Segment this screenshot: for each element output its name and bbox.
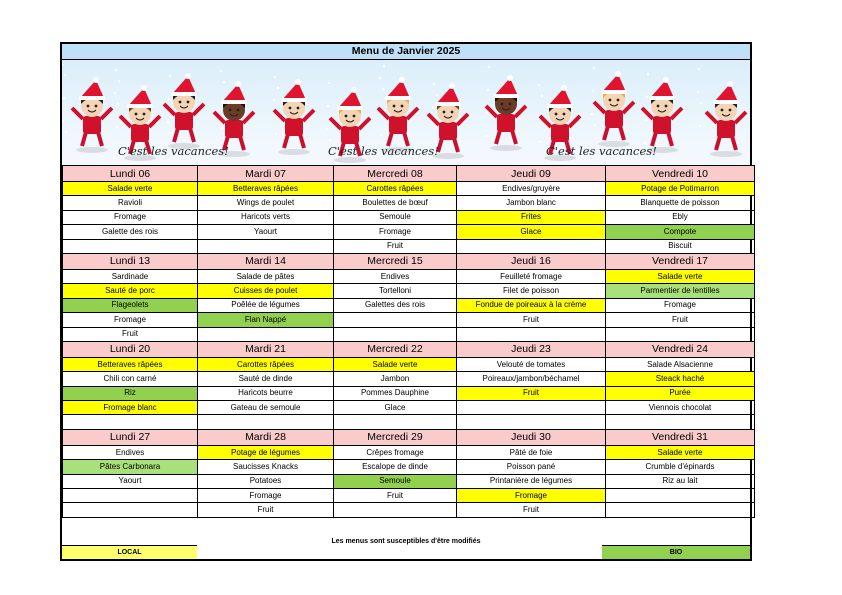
menu-item: Potage de Potimarron [606,182,755,196]
page-title: Menu de Janvier 2025 [62,44,750,60]
snowflake [592,90,595,93]
menu-item: Endives [334,269,457,283]
slogan-2: C'est les vacances! [328,144,439,158]
menu-item: Salade verte [606,269,755,283]
snowflake [382,88,385,91]
snowflake [485,135,488,138]
snowflake [220,70,223,73]
menu-item [63,239,198,253]
day-header: Jeudi 16 [457,253,606,269]
menu-item [198,415,334,429]
menu-item [457,327,606,341]
day-header: Mercredi 08 [334,166,457,182]
menu-item: Fromage [198,489,334,503]
menu-item: Jambon [334,372,457,386]
day-header: Mardi 28 [198,429,334,445]
menu-item: Escalope de dinde [334,460,457,474]
legend-local: LOCAL [62,545,197,559]
menu-item [457,415,606,429]
snowflake [115,69,118,72]
menu-item: Sardinade [63,269,198,283]
day-header: Lundi 20 [63,341,198,357]
kid-figure [274,79,314,155]
snowflake [277,87,280,90]
snowflake [433,83,436,86]
snowflake [539,141,542,144]
day-header: Lundi 27 [63,429,198,445]
snowflake [645,119,648,122]
snowflake [116,126,119,129]
menu-item: Gateau de semoule [198,401,334,415]
day-header: Vendredi 31 [606,429,755,445]
snowflake [114,92,117,95]
menu-item: Betteraves râpées [63,357,198,371]
menu-item: Endives [63,445,198,459]
day-header: Mercredi 15 [334,253,457,269]
snowflake [436,94,439,97]
menu-row [63,210,755,224]
day-header: Mercredi 22 [334,341,457,357]
menu-item: Viennois chocolat [606,401,755,415]
menu-item: Sauté de dinde [198,372,334,386]
day-header: Jeudi 23 [457,341,606,357]
day-header-row [63,166,755,182]
menu-item: Salade verte [334,357,457,371]
day-header: Lundi 13 [63,253,198,269]
menu-item: Fruit [457,313,606,327]
day-header: Mardi 07 [198,166,334,182]
menu-item: Crumble d'épinards [606,460,755,474]
menu-row [63,239,755,253]
snowflake [62,120,64,123]
snowflake [698,68,701,71]
menu-item: Potatoes [198,474,334,488]
snowflake [697,91,700,94]
menu-item: Potage de légumes [198,445,334,459]
kid-figure [486,75,526,151]
menu-item: Pommes Dauphine [334,386,457,400]
disclaimer-note: Les menus sont susceptibles d'être modifiés [331,538,481,545]
menu-item: Velouté de tomates [457,357,606,371]
menu-item: Jambon blanc [457,196,606,210]
menu-item: Ravioli [63,196,198,210]
menu-item: Fromage [334,225,457,239]
menu-item: Filet de poisson [457,284,606,298]
kid-figure [72,77,112,153]
snowflake [541,95,544,98]
menu-item [334,503,457,517]
menu-item: Fruit [457,503,606,517]
menu-item [457,239,606,253]
menu-item [198,327,334,341]
menu-row [63,386,755,400]
menu-item: Chili con carné [63,372,198,386]
menu-sheet [60,42,752,561]
menu-row [63,445,755,459]
snowflake [168,98,171,101]
menu-row [63,284,755,298]
menu-item: Fruit [198,503,334,517]
menu-item: Carottes râpées [334,182,457,196]
menu-row [63,474,755,488]
menu-item [63,489,198,503]
snowflake [328,82,331,85]
menu-item: Poireaux/jambon/béchamel [457,372,606,386]
menu-row [63,503,755,517]
menu-item: Riz [63,386,198,400]
menu-item: Fromage [63,313,198,327]
snowflake [117,103,120,106]
snowflake [326,128,329,131]
menu-item: Glace [457,225,606,239]
menu-item: Flan Nappé [198,313,334,327]
snowflake [221,127,224,130]
menu-row [63,327,755,341]
menu-row [63,225,755,239]
menu-item: Frites [457,210,606,224]
menu-item: Parmentier de lentilles [606,284,755,298]
menu-item: Betteraves râpées [198,182,334,196]
snowflake [700,102,703,105]
snowflake [118,80,121,83]
snowflake [591,113,594,116]
menu-item [606,415,755,429]
day-header: Lundi 06 [63,166,198,182]
menu-item: Biscuit [606,239,755,253]
snowflake [486,112,489,115]
menu-row [63,460,755,474]
snowflake [167,121,170,124]
menu-item: Fromage [457,489,606,503]
snowflake [63,97,66,100]
menu-item: Semoule [334,210,457,224]
menu-item [334,327,457,341]
menu-item: Endives/gruyère [457,182,606,196]
menu-row [63,196,755,210]
banner-illustration [62,60,750,165]
snowflake [327,105,330,108]
snowflake [538,84,541,87]
menu-item: Fruit [334,489,457,503]
snowflake [488,66,491,69]
snowflake [434,140,437,143]
menu-row [63,372,755,386]
menu-row [63,182,755,196]
menu-item [606,327,755,341]
slogan-1: C'est les vacances! [118,144,229,158]
snowflake [699,125,702,128]
day-header-row [63,253,755,269]
menu-item: Yaourt [63,474,198,488]
day-header-row [63,341,755,357]
menu-item: Tortelloni [334,284,457,298]
menu-item: Pâtes Carbonara [63,460,198,474]
menu-item: Purée [606,386,755,400]
menu-row [63,415,755,429]
day-header: Mercredi 29 [334,429,457,445]
menu-item: Fruit [457,386,606,400]
menu-item: Fruit [63,327,198,341]
snowflake [329,139,332,142]
snowflake [64,74,67,77]
snowflake [169,75,172,78]
menu-item: Fromage blanc [63,401,198,415]
menu-item: Fruit [334,239,457,253]
menu-item: Boulettes de bœuf [334,196,457,210]
day-header: Vendredi 17 [606,253,755,269]
menu-item [334,415,457,429]
snowflake [646,96,649,99]
menu-item: Haricots beurre [198,386,334,400]
menu-item: Cuisses de poulet [198,284,334,298]
snowflake [647,73,650,76]
menu-item: Crêpes fromage [334,445,457,459]
snowflake [432,106,435,109]
menu-item [63,503,198,517]
menu-item [198,239,334,253]
snowflake [273,99,276,102]
menu-item: Haricots verts [198,210,334,224]
menu-item: Fondue de poireaux à la crème [457,298,606,312]
menu-item: Galette des rois [63,225,198,239]
legend-bio: BIO [602,545,750,559]
kid-figure [164,73,204,149]
menu-item: Poisson pané [457,460,606,474]
snowflake [594,124,597,127]
snowflake [380,134,383,137]
menu-item [63,415,198,429]
menu-item: Fromage [606,298,755,312]
snowflake [379,77,382,80]
menu-item: Poêlée de légumes [198,298,334,312]
menu-item: Yaourt [198,225,334,239]
day-header: Vendredi 24 [606,341,755,357]
snowflake [170,132,173,135]
kid-figure [642,77,682,153]
kid-figure [706,81,746,157]
day-header: Jeudi 30 [457,429,606,445]
menu-item: Sauté de porc [63,284,198,298]
menu-item: Flageolets [63,298,198,312]
day-header: Mardi 14 [198,253,334,269]
snowflake [593,67,596,70]
menu-item: Glace [334,401,457,415]
menu-item: Semoule [334,474,457,488]
menu-item: Salade Alsacienne [606,357,755,371]
menu-item [606,489,755,503]
menu-row [63,313,755,327]
menu-item: Wings de poulet [198,196,334,210]
menu-item: Fruit [606,313,755,327]
menu-item: Salade verte [63,182,198,196]
menu-table [62,165,755,518]
day-header: Mardi 21 [198,341,334,357]
menu-item: Riz au lait [606,474,755,488]
menu-row [63,298,755,312]
kid-figure [594,71,634,147]
menu-item: Galettes des rois [334,298,457,312]
menu-item: Steack haché [606,372,755,386]
menu-item: Saucisses Knacks [198,460,334,474]
menu-row [63,269,755,283]
snowflake [383,65,386,68]
menu-item: Salade verte [606,445,755,459]
snowflake [487,89,490,92]
menu-item: Printanière de légumes [457,474,606,488]
day-header: Jeudi 09 [457,166,606,182]
menu-item: Salade de pâtes [198,269,334,283]
day-header-row [63,429,755,445]
menu-item: Fromage [63,210,198,224]
menu-item: Feuilleté fromage [457,269,606,283]
menu-row [63,401,755,415]
snowflake [275,133,278,136]
menu-item: Pâté de foie [457,445,606,459]
menu-item [457,401,606,415]
snowflake [223,81,226,84]
snowflake [62,63,63,66]
menu-row [63,489,755,503]
snowflake [274,76,277,79]
menu-item [606,503,755,517]
menu-item: Ebly [606,210,755,224]
menu-item [334,313,457,327]
menu-item: Carottes râpées [198,357,334,371]
menu-item: Blanquette de poisson [606,196,755,210]
snowflake [65,131,68,134]
day-header: Vendredi 10 [606,166,755,182]
menu-row [63,357,755,371]
slogan-3: C'est les vacances! [546,144,657,158]
menu-item: Compote [606,225,755,239]
